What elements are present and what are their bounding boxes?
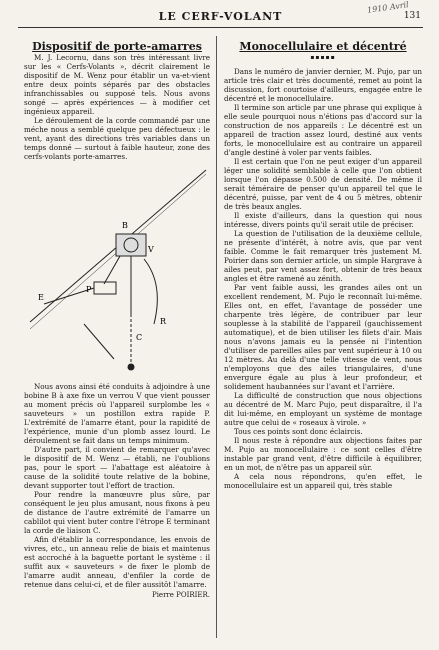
- figure-label-e: E: [38, 293, 44, 302]
- paragraph: M. J. Lecornu, dans son très intéressant livre sur les « Cerfs-Volants », décrit clairement le dispositif de M. Wenz pour établir un va-et-vient entre deux points séparés par des obstacles infranchissables ou supposé tels. Nous avons songé — après expériences — à modifier cet ingénieux appareil.: [24, 53, 210, 116]
- title-ornament: ▪▪▪▪▪: [310, 54, 336, 61]
- handwritten-note: 1910 Avril: [366, 0, 410, 15]
- article-title-left: Dispositif de porte-amarres: [32, 40, 202, 53]
- kite-mechanism-figure: [24, 164, 210, 378]
- figure-label-r: R: [160, 317, 167, 326]
- publication-title: LE CERF-VOLANT: [158, 10, 283, 23]
- paragraph: Le déroulement de la corde commandé par une méche nous a semblé quelque peu défectueux : le vent, ayant des directions très variables dans un temps donné — surtout à faible hauteur, zone des cerfs-volants porte-amarres.: [24, 116, 210, 161]
- paragraph: Dans le numéro de janvier dernier, M. Pujo, par un article très clair et très documenté, remet au point la discussion, fort courtoise d'ailleurs, engagée entre le décentré et le monocellulaire.: [224, 67, 422, 103]
- paragraph: Il nous reste à répondre aux objections faites par M. Pujo au monocellulaire : ce sont celles d'être instable par grand vent, d'être difficile à équilibrer, en un mot, de n'être pas un appareil sûr.: [224, 436, 422, 472]
- paragraph: Il existe d'ailleurs, dans la question qui nous intéresse, divers points qu'il serait utile de préciser.: [224, 211, 422, 229]
- page-header: [18, 0, 423, 28]
- figure-label-b: B: [122, 221, 128, 230]
- column-divider: [216, 36, 217, 638]
- header-rule: [18, 27, 423, 28]
- paragraph: Tous ces points sont donc éclaircis.: [234, 427, 363, 436]
- paragraph: Pour rendre la manœuvre plus sûre, par conséquent le jeu plus amusant, nous fixons à peu de distance de l'autre extrémité de l'amarre un cablilot qui vient buter contre l'étrope E terminant la corde de liaison C.: [24, 490, 210, 535]
- paragraph: A cela nous répondrons, qu'en effet, le monocellulaire est un appareil qui, très stable: [224, 472, 422, 490]
- paragraph: Nous avons ainsi été conduits à adjoindre à une bobine B à axe fixe un verrou V que vient pousser au moment précis où l'appareil surplombe les « sauveteurs » un postillon extra rapide P. L'extrémité de l'amarre étant, pour la rapidité de l'expérience, munie d'un plomb assez lourd. Le déroulement se fait dans un temps minimum.: [24, 382, 210, 445]
- paragraph: Il est certain que l'on ne peut exiger d'un appareil léger une solidité semblable à celle que l'on obtient lorsque l'on dépasse 0.500 de densité. De même il serait téméraire de penser qu'un appareil tel que le décentré, puisse, par vent de 4 ou 5 mètres, obtenir de très beaux angles.: [224, 157, 422, 211]
- figure-drawing: [24, 164, 210, 378]
- page-number: 131: [403, 11, 421, 21]
- paragraph: Afin d'établir la correspondance, les envois de vivres, etc., un anneau relie de biais et maintenus est accroché à la baguette portant le système : il suffit aux « sauveteurs » de fixer le plomb de l'amarre audit anneau, d'enfiler la corde de retenue dans celui-ci, et de filer aussitôt l'amarre.: [24, 535, 210, 589]
- paragraph: La difficulté de construction que nous objections au décentré de M. Marc Pujo, peut disparaître, il l'a dit lui-même, en employant un système de montage autre que celui de « roseaux à virole. »: [224, 391, 422, 427]
- figure-label-c: C: [136, 333, 143, 342]
- paragraph: D'autre part, il convient de remarquer qu'avec le dispositif de M. Wenz — établi, ne l'oublions pas, pour le sport — l'abattage est aléatoire à cause de la solidité toute relative de la bobine, devant supporter tout l'effort de traction.: [24, 445, 210, 490]
- author-signature: Pierre POIRIER.: [151, 591, 210, 599]
- paragraph: Par vent faible aussi, les grandes ailes ont un excellent rendement, M. Pujo le reconnaît lui-même. Elles ont, en effet, l'avantage de posséder une charpente très légère, de contribuer par leur souplesse à la stabilité de l'appareil (gauchissement automatique), et de bien utiliser les filets d'air. Mais nous n'avons jamais eu la pensée ni l'intention d'utiliser de pareilles ailes par vent supérieur à 10 ou 12 mètres. Au delà d'une telle vitesse de vent, nous n'employons que des ailes triangulaires, d'une envergure égale au plus à leur profondeur, et solidement haubannées sur l'avant et l'arrière.: [224, 283, 422, 391]
- article-title-right: Monocellulaire et décentré: [239, 40, 407, 53]
- paragraph: La question de l'utilisation de la deuxième cellule, ne présente d'intérêt, à notre avis, que par vent faible. Comme le fait remarquer très justement M. Poirier dans son dernier article, un simple Hargrave à ailes peut, par vent assez fort, obtenir de très beaux angles et être ramené au zénith.: [224, 229, 422, 283]
- figure-label-v: V: [148, 245, 154, 254]
- right-column: [224, 38, 422, 490]
- paragraph: Il termine son article par une phrase qui explique à elle seule pourquoi nous n'étions pas d'accord sur la construction de nos appareils : Le décentré est un appareil de traction assez lourd, destiné aux vents forts, le monocellulaire est au contraire un appareil d'angle destiné à voler par vents faibles.: [224, 103, 422, 157]
- left-column: [24, 38, 210, 600]
- figure-label-p: P: [86, 285, 92, 294]
